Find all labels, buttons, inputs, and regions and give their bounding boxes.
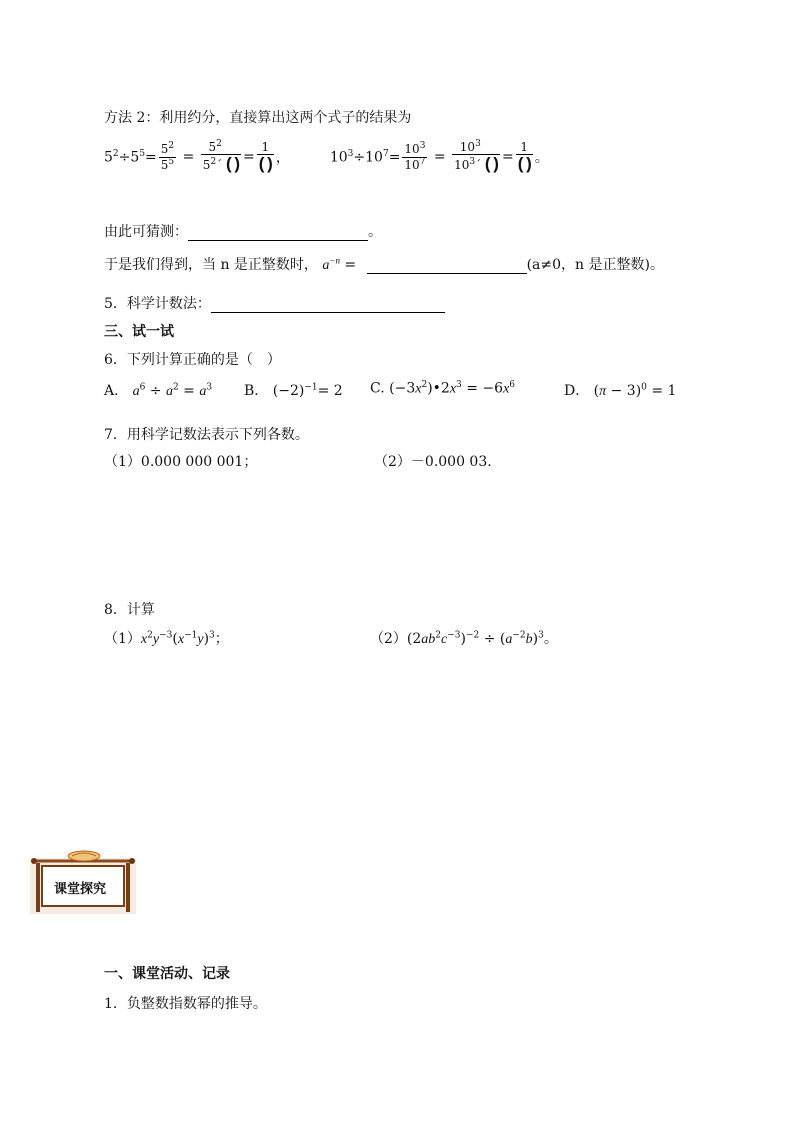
expr2: $10^3\div 10^7=$: [329, 148, 401, 166]
section-title-activity: 一、课堂活动、记录: [104, 966, 230, 982]
q6-option-a[interactable]: A． $a^6 \div a^2 = a^3$: [104, 382, 213, 399]
fraction-1-over-blank-2: $\frac{1}{( )}$: [517, 139, 531, 173]
expression-row-powers: $5^2\div 5^5=$ $\frac{5^2}{5^5}$ = $\frac{5^2}{5^2´ ( )}$ = $\frac{1}{( )}$ ， $10^3\div 10^7=$ $\frac{10^3}{10^7}$ = $\frac{10^3}{10^3´ ( )}$ = $\frac{1}{( )}$ 。: [104, 139, 549, 174]
q7-part1: （1）0.000 000 001；: [104, 454, 258, 470]
result-blank[interactable]: [367, 257, 527, 274]
q6-stem: 6．下列计算正确的是（ ）: [104, 352, 281, 368]
result-line: 于是我们得到，当 n 是正整数时， $a^{-n} = (a\ne 0$，n 是正整数)。: [104, 255, 664, 273]
q6-option-b[interactable]: B． $(-2)^{-1}= 2$: [244, 382, 343, 399]
q8-part1: $(1)x^2y^{-3}(x^{-1}y)^3$；: [104, 630, 229, 647]
q6-option-d[interactable]: D． $(\pi - 3)^0 = 1$: [564, 382, 677, 399]
fraction-1-over-blank: $\frac{1}{( )}$: [258, 139, 272, 173]
q8-part2: $(2)(2ab^2c^{-3})^{-2} \div (a^{-2}b)^3$。: [370, 630, 558, 647]
guess-line: 由此可猜测： 。: [104, 224, 382, 240]
fraction-10-3-over-blank: $\frac{10^3}{10^3´ ( )}$: [454, 139, 498, 174]
section-title-try: 三、试一试: [104, 324, 174, 340]
sci-notation-blank[interactable]: [211, 296, 445, 313]
item-1: 1．负整数指数幂的推导。: [104, 996, 267, 1012]
fraction-5-2-over-5-5: $\frac{5^2}{5^5}$: [160, 141, 175, 172]
q7-stem: 7．用科学记数法表示下列各数。: [104, 427, 309, 443]
class-inquiry-plaque: [30, 850, 136, 914]
fraction-5-2-over-blank: $\frac{5^2}{5^2´ ( )}$: [202, 139, 240, 174]
expr1: $5^2\div 5^5=$: [104, 148, 157, 166]
q6-option-c[interactable]: C. $(-3x^2)•2x^3 = -6x^6$: [370, 380, 516, 397]
method2-label: 方法 2：利用约分，直接算出这两个式子的结果为: [104, 110, 412, 126]
sci-notation-line: 5．科学计数法：: [104, 293, 445, 313]
fraction-10-3-over-10-7: $\frac{10^3}{10^7}$: [404, 141, 426, 172]
q8-stem: 8．计算: [104, 602, 155, 618]
q7-part2: （2）－0.000 03.: [374, 454, 492, 470]
plaque-label: 课堂探究: [54, 882, 107, 897]
guess-blank[interactable]: [188, 224, 368, 241]
